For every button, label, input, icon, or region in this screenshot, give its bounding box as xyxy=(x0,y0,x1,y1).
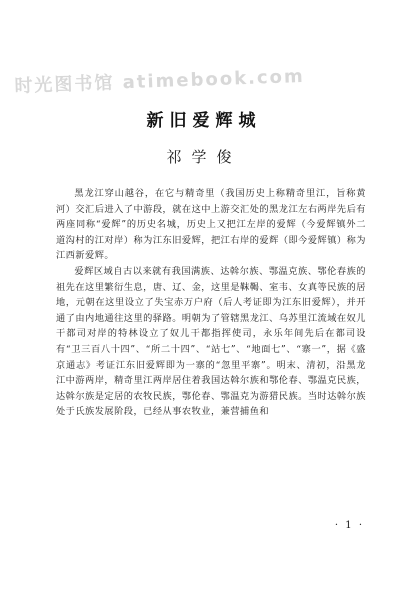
paragraph: 黑龙江穿山越谷，在它与精奇里（我国历史上称精奇里江，旨称黄河）交汇后进入了中游段，就在这中上游交汇处的黑龙江左右两岸先后有两座同称“爱辉”的历史名城，历史上又把江左岸的爱辉（今爱辉镇外二道沟村的江对岸）称为江东旧爱辉，把江右岸的爱辉（即今爱辉镇）称为江西新爱辉。 xyxy=(56,188,366,262)
paragraph: 爱辉区域自古以来就有我国满族、达斡尔族、鄂温克族、鄂伦春族的祖先在这里繁衍生息，唐、辽、金，这里是靺鞨、室韦、女真等民族的居地，元朝在这里设立了失宝赤万户府（后人考证即为江东旧爱辉），并开通了由内地通往这里的驿路。明朝为了管辖黑龙江、乌苏里江流域在奴儿干都司对岸的特林设立了奴儿干都指挥使司，永乐年间先后在都司设有“卫三百八十四”、“所二十四”、“站七”、“地面七”、“寨一”，据《盛京通志》考证江东旧爱辉即为一寨的“忽里平寨”。明末、清初，沿黑龙江中游两岸，精奇里江两岸居住着我国达斡尔族和鄂伦春、鄂温克民族，达斡尔族是定居的农牧民族，鄂伦春、鄂温克为游猎民族。当时达斡尔族处于氏族发展阶段，已经从事农牧业，兼营捕鱼和 xyxy=(56,265,366,418)
author-name: 祁学俊 xyxy=(166,148,242,166)
watermark-text: 时光图书馆 atimebook.com xyxy=(14,65,306,97)
page-title: 新旧爱辉城 xyxy=(146,111,262,131)
article-body xyxy=(56,186,366,420)
page-number: · 1 · xyxy=(334,520,364,531)
